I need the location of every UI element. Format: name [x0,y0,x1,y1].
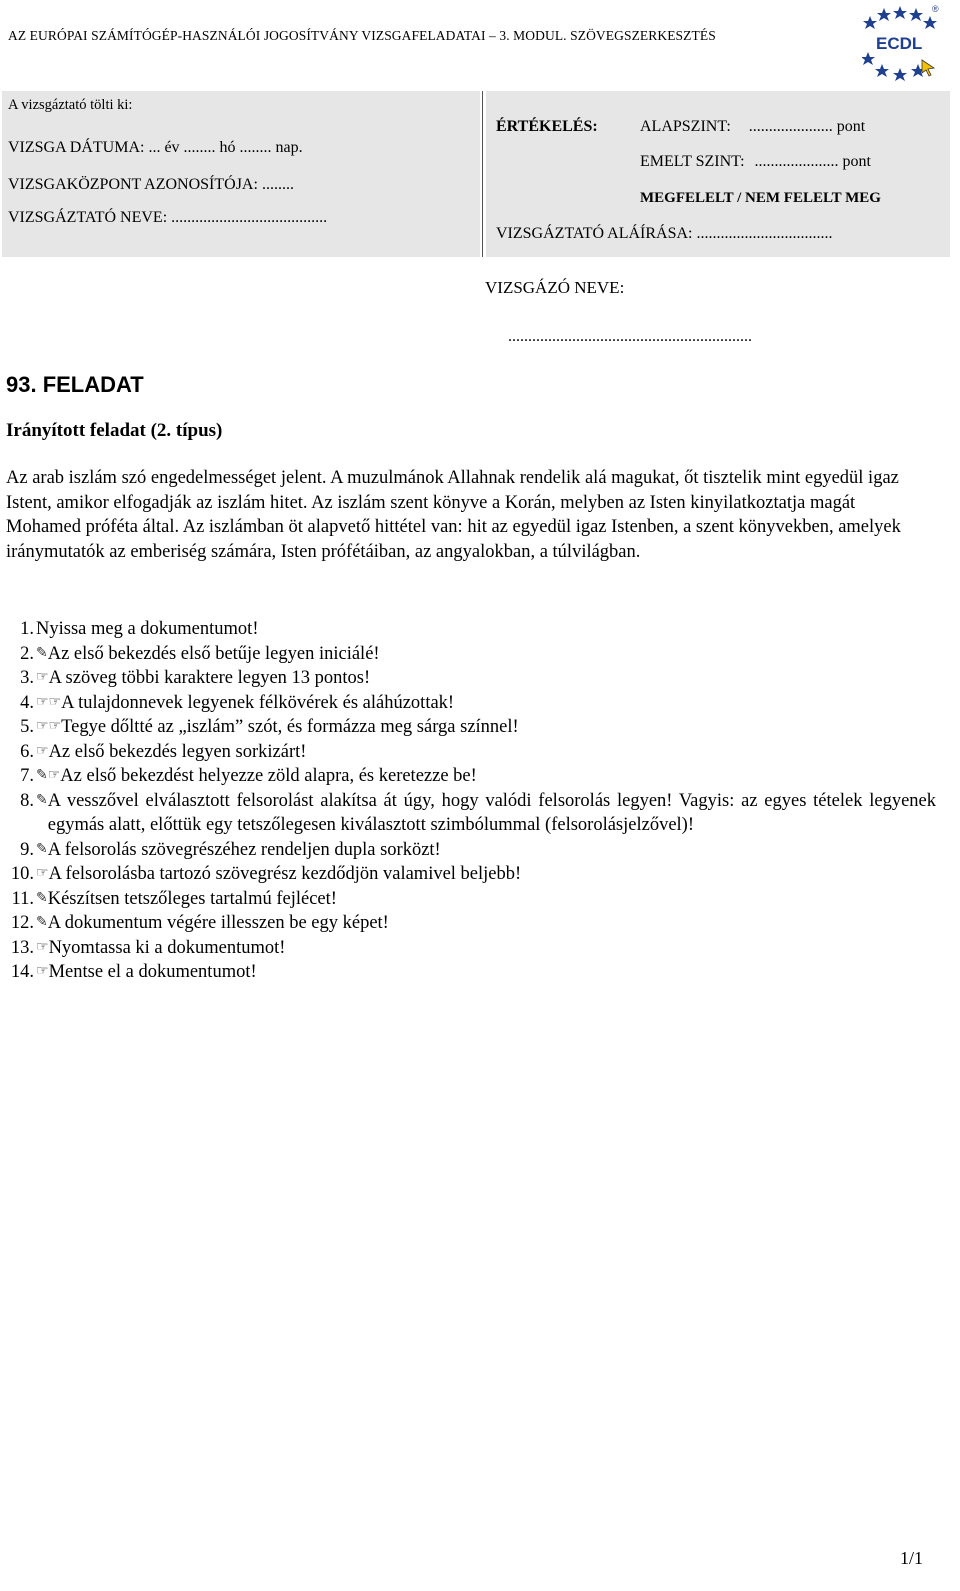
examiner-name-value[interactable]: ....................................... [171,209,328,226]
list-item [6,960,936,985]
intro-paragraph: Az arab iszlám szó engedelmességet jelent. A muzulmánok Allahnak rendelik alá magukat, őt tisztelik mint egyedül igaz Istent, amikor elfogadják az iszlám hitet. Az iszlám szent könyve a Korán, melyben az Isten kinyilatkoztatja magát Mohamed próféta által. Az iszlámban öt alapvető hittétel van: hit az egyedül igaz Istenben, a szent könyvekben, amelyek iránymutatók az emberiség számára, Isten prófétáiban, az angyalokban, a túlvilágban. [6,468,901,562]
exam-center-value[interactable]: ........ [261,176,294,193]
item-text: Tegye dőltté az „iszlám” szót, és formázza meg sárga színnel! [61,717,519,737]
exam-date-value[interactable]: ... év ........ hó ........ nap. [148,139,303,156]
examiner-form-box [2,91,480,257]
difficulty-icon: ☞☞ [36,694,62,710]
item-text: Az első bekezdés első betűje legyen iniciálé! [47,643,380,664]
item-number: 2. [20,643,34,664]
examiner-name-label: VIZSGÁZTATÓ NEVE: [8,209,168,226]
list-item [6,911,936,936]
difficulty-icon: ✎ [36,841,48,857]
item-text: A felsorolásba tartozó szövegrész kezdődjön valamivel beljebb! [48,864,522,884]
item-number: 11. [11,888,34,909]
item-text: Nyomtassa ki a dokumentumot! [48,937,286,958]
list-item [6,740,936,765]
form-heading: A vizsgáztató tölti ki: [8,97,133,113]
cursor-icon [922,60,934,76]
item-number: 4. [20,692,34,713]
item-number: 9. [20,839,34,860]
exam-center-label: VIZSGAKÖZPONT AZONOSÍTÓJA: [8,176,258,193]
difficulty-icon: ☞ [36,743,49,759]
page-number: 1/1 [900,1548,924,1568]
item-number: 14. [10,962,34,982]
difficulty-icon: ✎ [36,890,48,906]
list-item [6,789,936,838]
list-item [6,617,936,642]
ecdl-logo [862,2,940,82]
difficulty-icon: ☞ [36,964,49,979]
list-item [6,764,936,789]
item-number: 6. [20,741,34,762]
difficulty-icon: ☞☞ [36,719,62,734]
exam-date-row [8,139,303,157]
difficulty-icon: ☞ [36,866,49,881]
list-item [6,666,936,691]
list-item [6,936,936,961]
list-item [6,862,936,887]
item-text: Az első bekezdés legyen sorkizárt! [48,741,307,762]
signature-label: VIZSGÁZTATÓ ALÁÍRÁSA: [496,225,693,242]
document-header: AZ EURÓPAI SZÁMÍTÓGÉP-HASZNÁLÓI JOGOSÍTVÁNY VIZSGAFELADATAI – 3. MODUL. SZÖVEGSZERKESZTÉS [8,28,716,43]
examiner-name-row [8,209,327,227]
item-text: Készítsen tetszőleges tartalmú fejlécet! [47,888,337,909]
item-text: Az első bekezdést helyezze zöld alapra, és keretezze be! [60,766,477,786]
list-item [6,887,936,912]
difficulty-icon: ✎ [36,792,48,808]
item-text: A vesszővel elválasztott felsorolást alakítsa át úgy, hogy valódi felsorolás legyen! Vagyis: az egyes tételek legyenek egymás alatt, előttük egy tetszőlegesen kiválasztott szimbólummal (felsorolásjelzővel)! [47,790,936,835]
candidate-name-value[interactable]: ............................................................. [508,328,752,345]
logo-text: ECDL [876,34,923,53]
task-subtitle: Irányított feladat (2. típus) [6,420,223,441]
item-number: 3. [20,668,34,688]
basic-level-row [640,118,865,136]
basic-level-value[interactable]: ..................... pont [748,118,866,135]
item-number: 12. [10,913,34,933]
item-number: 13. [10,937,34,958]
difficulty-icon: ✎ [36,645,48,661]
difficulty-icon: ☞ [36,670,49,685]
advanced-level-row [640,153,871,171]
item-text: A tulajdonnevek legyenek félkövérek és aláhúzottak! [61,692,455,713]
rating-label: ÉRTÉKELÉS: [496,118,598,135]
list-item [6,715,936,740]
difficulty-icon: ☞ [36,939,49,955]
difficulty-icon: ✎☞ [36,768,61,783]
instruction-list [6,617,936,985]
item-text: A szöveg többi karaktere legyen 13 pontos! [48,668,371,688]
basic-level-label: ALAPSZINT: [640,118,731,135]
list-item [6,838,936,863]
exam-center-row [8,176,294,194]
task-title: 93. FELADAT [6,372,144,397]
difficulty-icon: ✎ [36,915,48,930]
item-number: 5. [20,717,34,737]
list-item [6,691,936,716]
exam-date-label: VIZSGA DÁTUMA: [8,139,145,156]
item-number: 1. [20,619,34,639]
item-number: 7. [20,766,34,786]
item-text: Nyissa meg a dokumentumot! [36,619,259,639]
advanced-level-value[interactable]: ..................... pont [754,153,871,170]
result-options[interactable]: MEGFELELT / NEM FELELT MEG [640,190,881,206]
signature-value[interactable]: .................................. [696,225,833,242]
signature-row [496,225,833,243]
candidate-name-label: VIZSGÁZÓ NEVE: [485,278,625,297]
item-text: A dokumentum végére illesszen be egy képet! [47,913,389,933]
item-number: 8. [20,790,34,811]
item-text: A felsorolás szövegrészéhez rendeljen dupla sorközt! [47,839,441,860]
item-number: 10. [10,864,34,884]
item-text: Mentse el a dokumentumot! [48,962,257,982]
logo-registered-mark: ® [932,4,939,14]
form-divider [482,91,483,257]
advanced-level-label: EMELT SZINT: [640,153,745,170]
list-item [6,642,936,667]
